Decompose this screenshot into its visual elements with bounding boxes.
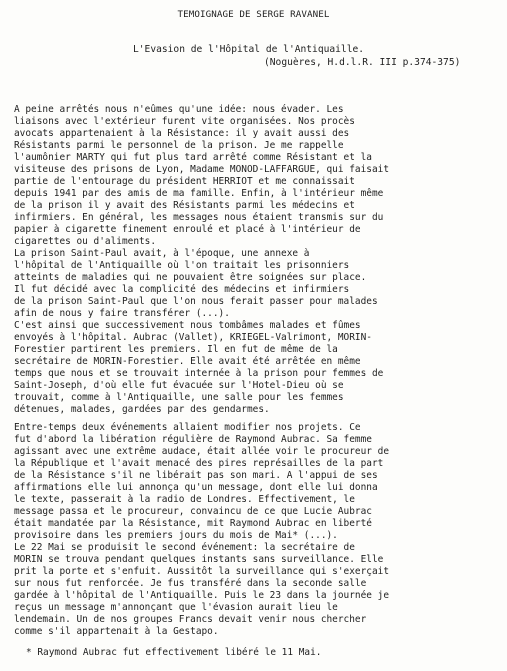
document-title: L'Evasion de l'Hôpital de l'Antiquaille. [133, 44, 365, 55]
text-line: provisoire dans les premiers jours du mois de Mai* (...). [14, 530, 338, 541]
document-heading: TEMOIGNAGE DE SERGE RAVANEL [177, 9, 330, 20]
text-line: MORIN se trouva pendant quelques instants sans surveillance. Elle [14, 554, 384, 565]
text-line: Forestier partirent les premiers. Il en fut de même de la [14, 344, 338, 355]
text-line: A peine arrêtés nous n'eûmes qu'une idée: nous évader. Les [14, 104, 344, 115]
text-line: visiteuse des prisons de Lyon, Madame MONOD-LAFFARGUE, qui faisait [14, 164, 390, 175]
text-line: gardée à l'hôpital de l'Antiquaille. Puis le 23 dans la journée je [14, 590, 390, 601]
text-line: l'aumônier MARTY qui fut plus tard arrêté comme Résistant et la [14, 152, 372, 163]
text-line: la République et l'avait menacé des pires représailles de la part [14, 458, 384, 469]
text-line: détenues, malades, gardées par des gendarmes. [14, 404, 270, 415]
text-line: La prison Saint-Paul avait, à l'époque, une annexe à [14, 248, 310, 259]
text-line: papier à cigarette finement enroulé et placé à l'intérieur de [14, 224, 361, 235]
text-line: secrétaire de MORIN-Forestier. Elle avait été arrêtée en même [14, 356, 361, 367]
text-line: de la prison il y avait des Résistants parmi les médecins et [14, 200, 355, 211]
text-line: sur nous fut renforcée. Je fus transféré dans la seconde salle [14, 578, 367, 589]
text-line: de la prison Saint-Paul que l'on nous ferait passer pour malades [14, 296, 378, 307]
text-line: depuis 1941 par des amis de ma famille. Enfin, à l'intérieur même [14, 188, 384, 199]
text-line: était mandatée par la Résistance, mit Raymond Aubrac en liberté [14, 518, 372, 529]
text-line: afin de nous y faire transférer (...). [14, 308, 230, 319]
text-line: Le 22 Mai se produisit le second événement: la secrétaire de [14, 542, 355, 553]
text-line: Il fut décidé avec la complicité des médecins et infirmiers [14, 284, 350, 295]
text-line: avocats appartenaient à la Résistance: il y avait aussi des [14, 128, 350, 139]
text-line: Saint-Joseph, d'où elle fut évacuée sur l'Hotel-Dieu où se [14, 380, 344, 391]
text-line: temps que nous et se trouvait internée à la prison pour femmes de [14, 368, 384, 379]
source-reference: (Noguères, H.d.l.R. III p.374-375) [264, 57, 461, 68]
text-line: C'est ainsi que successivement nous tombâmes malades et fûmes [14, 320, 361, 331]
text-line: trouvait, comme à l'Antiquaille, une salle pour les femmes [14, 392, 344, 403]
text-line: le texte, passerait à la radio de Londres. Effectivement, le [14, 494, 355, 505]
text-line: lendemain. Un de nos groupes Francs devait venir nous chercher [14, 614, 367, 625]
text-line: cigarettes ou d'aliments. [14, 236, 157, 247]
text-line: message passa et le procureur, convaincu de ce que Lucie Aubrac [14, 506, 372, 517]
text-line: partie de l'entourage du président HERRIOT et me connaissait [14, 176, 355, 187]
text-line: fut d'abord la libération régulière de Raymond Aubrac. Sa femme [14, 434, 372, 445]
text-line: Résistants parmi le personnel de la prison. Je me rappelle [14, 140, 344, 151]
text-line: de la Résistance s'il ne libérait pas son mari. A l'appui de ses [14, 470, 378, 481]
text-line: reçus un message m'annonçant que l'évasion aurait lieu le [14, 602, 338, 613]
text-line: l'hôpital de l'Antiquaille où l'on traitait les prisonniers [14, 260, 350, 271]
text-line: atteints de maladies qui ne pouvaient être soignées sur place. [14, 272, 367, 283]
footnote: * Raymond Aubrac fut effectivement libéré le 11 Mai. [26, 647, 322, 658]
text-line: prit la porte et s'enfuit. Aussitôt la surveillance qui s'exerçait [14, 566, 390, 577]
text-line: affirmations elle lui annonça qu'un message, dont elle lui donna [14, 482, 378, 493]
text-line: comme s'il appartenait à la Gestapo. [14, 626, 219, 637]
text-line: envoyés à l'hôpital. Aubrac (Vallet), KRIEGEL-Valrimont, MORIN- [14, 332, 372, 343]
text-line: infirmiers. En général, les messages nous étaient transmis sur du [14, 212, 384, 223]
text-line: agissant avec une extrême audace, était allée voir le procureur de [14, 446, 390, 457]
text-line: Entre-temps deux événements allaient modifier nos projets. Ce [14, 422, 361, 433]
text-line: liaisons avec l'extérieur furent vite organisées. Nos procès [14, 116, 355, 127]
